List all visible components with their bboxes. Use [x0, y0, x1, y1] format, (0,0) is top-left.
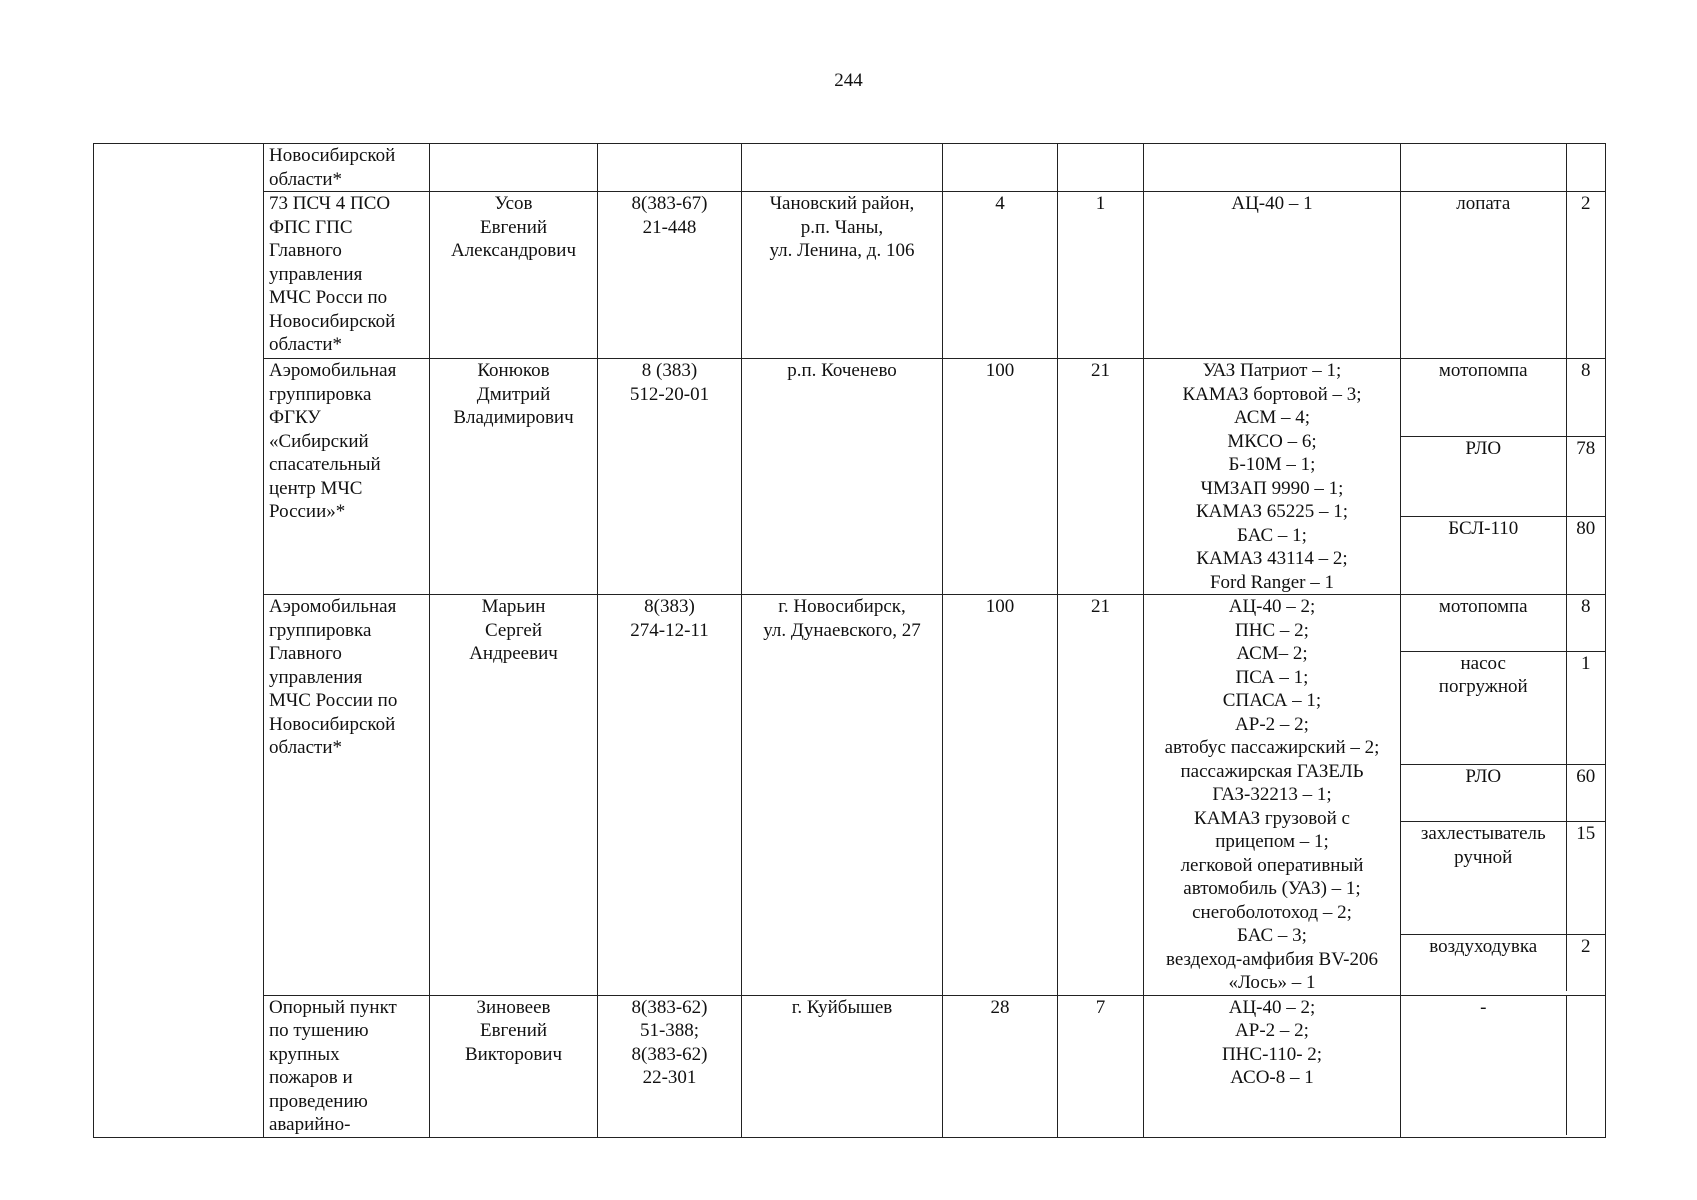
cell-line: ФГКУ	[269, 407, 321, 428]
people-count-cell: 100	[943, 359, 1058, 595]
phone-cell	[598, 595, 742, 996]
cell-line: Владимирович	[453, 407, 574, 428]
equipment-name	[1401, 192, 1566, 358]
vehicles-cell	[1144, 995, 1401, 1137]
address-cell	[742, 995, 943, 1137]
cell-line: ул. Дунаевского, 27	[763, 619, 921, 641]
equipment-item	[1401, 192, 1605, 358]
cell-line: р.п. Чаны,	[800, 216, 884, 238]
cell-line: 8(383)	[644, 596, 695, 617]
cell-line: 21-448	[642, 216, 697, 238]
cell-line: Дмитрий	[476, 383, 551, 405]
org-cell	[264, 595, 430, 996]
cell-line: Аэромобильная	[269, 596, 397, 617]
people-count-cell: 28	[943, 995, 1058, 1137]
cell-line: группировка	[269, 619, 372, 641]
equipment-name-line: БСЛ-110	[1448, 517, 1519, 539]
equipment-quantity: 60	[1566, 764, 1605, 822]
cell-line: г. Куйбышев	[791, 996, 893, 1018]
equipment-item	[1401, 764, 1605, 822]
equipment-name-line: воздуходувка	[1429, 936, 1538, 958]
cell-line: БАС – 3;	[1237, 925, 1307, 946]
head-cell	[430, 595, 598, 996]
cell-line: ул. Ленина, д. 106	[769, 240, 915, 261]
cell-line: области*	[269, 168, 343, 190]
phone-cell	[598, 995, 742, 1137]
cell-line: ПНС-110- 2;	[1221, 1043, 1323, 1065]
equipment-name	[1401, 935, 1566, 991]
equipment-item	[1401, 516, 1605, 594]
cell-line: КАМАЗ бортовой – 3;	[1182, 383, 1362, 405]
equipment-name-line: лопата	[1456, 193, 1511, 214]
table-row	[94, 192, 1606, 359]
equipment-quantity: 15	[1566, 822, 1605, 935]
cell-line: Главного	[269, 643, 342, 664]
equipment-subtable	[1401, 595, 1605, 991]
cell-line: прицепом – 1;	[1215, 831, 1329, 852]
cell-line: Новосибирской	[269, 713, 396, 735]
cell-line: Ford Ranger – 1	[1209, 571, 1334, 593]
equipment-name-line: насос	[1460, 652, 1506, 674]
cell-line: Б-10М – 1;	[1228, 454, 1316, 475]
cell-line: БАС – 1;	[1237, 524, 1307, 546]
cell-line: 8 (383)	[641, 360, 698, 381]
cell-line: АСО-8 – 1	[1230, 1067, 1314, 1088]
cell-line: пожаров и	[269, 1067, 353, 1088]
equipment-name-line: захлестыватель	[1420, 823, 1546, 845]
cell-line: 22-301	[642, 1067, 697, 1088]
cell-line: МЧС России по	[269, 690, 398, 711]
equipment-name-line: погружной	[1438, 676, 1528, 698]
org-cell	[264, 995, 430, 1137]
equipment-subtable	[1401, 192, 1605, 358]
equipment-cell	[1401, 144, 1606, 192]
cell-line: области*	[269, 737, 343, 758]
cell-line: Новосибирской	[269, 145, 396, 166]
equipment-quantity: 2	[1566, 192, 1605, 358]
cell-line: крупных	[269, 1043, 340, 1065]
cell-line: 8(383-62)	[631, 1043, 708, 1065]
cell-line: ГАЗ-32213 – 1;	[1212, 784, 1332, 805]
org-cell	[264, 192, 430, 359]
cell-line: Марьин	[481, 596, 546, 617]
equipment-name	[1401, 651, 1566, 764]
cell-line: управления	[269, 666, 363, 688]
cell-line: Андреевич	[469, 643, 558, 664]
cell-line: Усов	[494, 193, 533, 214]
cell-line: области*	[269, 334, 343, 355]
cell-line: МКСО – 6;	[1227, 430, 1317, 452]
cell-line: Конюков	[477, 360, 550, 381]
address-cell	[742, 192, 943, 359]
units-count-cell	[1058, 144, 1144, 192]
org-cell	[264, 144, 430, 192]
table-row	[94, 359, 1606, 595]
vehicles-cell	[1144, 192, 1401, 359]
head-cell	[430, 359, 598, 595]
equipment-name	[1401, 437, 1566, 516]
cell-line: Зиновеев	[476, 996, 551, 1018]
units-count-cell: 21	[1058, 595, 1144, 996]
equipment-cell	[1401, 595, 1606, 996]
equipment-item	[1401, 935, 1605, 991]
cell-line: АР-2 – 2;	[1235, 713, 1309, 735]
cell-line: 274-12-11	[630, 619, 709, 641]
equipment-quantity: 2	[1566, 935, 1605, 991]
head-cell	[430, 995, 598, 1137]
resources-table	[93, 143, 1606, 1138]
equipment-quantity	[1566, 144, 1605, 191]
table-row	[94, 995, 1606, 1137]
equipment-name-line: ручной	[1454, 846, 1513, 868]
address-cell	[742, 144, 943, 192]
units-count-cell: 21	[1058, 359, 1144, 595]
cell-line: Александрович	[450, 240, 577, 261]
cell-line: автомобиль (УАЗ) – 1;	[1183, 878, 1361, 899]
cell-line: Сергей	[485, 619, 542, 641]
cell-line: снегоболотоход – 2;	[1192, 901, 1352, 923]
cell-line: проведению	[269, 1090, 368, 1112]
address-cell	[742, 595, 943, 996]
equipment-name	[1401, 516, 1566, 594]
equipment-name-line: мотопомпа	[1438, 596, 1528, 617]
cell-line: АР-2 – 2;	[1235, 1020, 1309, 1041]
cell-line: ЧМЗАП 9990 – 1;	[1200, 477, 1344, 499]
cell-line: аварийно-	[269, 1114, 351, 1135]
cell-line: управления	[269, 263, 363, 285]
phone-cell	[598, 359, 742, 595]
cell-line: АЦ-40 – 1	[1231, 193, 1313, 214]
cell-line: 51-388;	[639, 1020, 700, 1041]
equipment-subtable	[1401, 359, 1605, 594]
equipment-quantity: 80	[1566, 516, 1605, 594]
cell-line: легковой оперативный	[1180, 854, 1364, 876]
equipment-item	[1401, 822, 1605, 935]
people-count-cell: 100	[943, 595, 1058, 996]
cell-line: вездеход-амфибия BV-206	[1166, 948, 1378, 970]
org-cell	[264, 359, 430, 595]
table-body	[94, 144, 1606, 1138]
equipment-subtable	[1401, 144, 1605, 191]
cell-line: Аэромобильная	[269, 360, 397, 381]
cell-line: УАЗ Патриот – 1;	[1202, 360, 1342, 381]
cell-line: КАМАЗ грузовой с	[1194, 807, 1350, 829]
equipment-quantity: 8	[1566, 595, 1605, 651]
head-cell	[430, 192, 598, 359]
equipment-cell	[1401, 192, 1606, 359]
equipment-name	[1401, 144, 1566, 191]
cell-line: Главного	[269, 240, 342, 261]
page-number: 244	[834, 70, 863, 91]
equipment-quantity	[1566, 996, 1605, 1135]
cell-line: автобус пассажирский – 2;	[1164, 737, 1380, 758]
vehicles-cell	[1144, 144, 1401, 192]
units-count-cell: 7	[1058, 995, 1144, 1137]
equipment-item	[1401, 359, 1605, 437]
vehicles-cell	[1144, 595, 1401, 996]
cell-line: Новосибирской	[269, 310, 396, 332]
cell-line: Чановский район,	[769, 193, 915, 214]
cell-line: р.п. Коченево	[787, 360, 897, 381]
people-count-cell	[943, 144, 1058, 192]
equipment-name	[1401, 595, 1566, 651]
cell-line: России»*	[269, 501, 346, 522]
table-row	[94, 144, 1606, 192]
equipment-quantity: 1	[1566, 651, 1605, 764]
cell-line: Евгений	[479, 1020, 548, 1041]
cell-line: Евгений	[479, 216, 548, 238]
cell-line: АСМ – 4;	[1233, 407, 1311, 428]
cell-line: ПНС – 2;	[1235, 619, 1309, 641]
equipment-item	[1401, 437, 1605, 516]
vehicles-cell	[1144, 359, 1401, 595]
cell-line: МЧС Росси по	[269, 287, 388, 308]
equipment-name-line: РЛО	[1465, 438, 1502, 460]
equipment-name	[1401, 996, 1566, 1135]
cell-line: пассажирская ГАЗЕЛЬ	[1180, 760, 1364, 782]
equipment-item	[1401, 651, 1605, 764]
equipment-cell	[1401, 995, 1606, 1137]
cell-line: 8(383-67)	[631, 193, 708, 214]
equipment-name-line: -	[1480, 996, 1487, 1018]
cell-line: КАМАЗ 43114 – 2;	[1196, 548, 1348, 569]
equipment-item	[1401, 144, 1605, 191]
equipment-cell	[1401, 359, 1606, 595]
people-count-cell: 4	[943, 192, 1058, 359]
table-row	[94, 595, 1606, 996]
cell-line: ПСА – 1;	[1235, 666, 1309, 688]
cell-line: 8(383-62)	[631, 996, 708, 1018]
cell-line: КАМАЗ 65225 – 1;	[1195, 501, 1349, 522]
phone-cell	[598, 192, 742, 359]
equipment-name	[1401, 822, 1566, 935]
equipment-name	[1401, 359, 1566, 437]
cell-line: группировка	[269, 383, 372, 405]
address-cell	[742, 359, 943, 595]
region-cell	[94, 144, 264, 1138]
equipment-name-line: РЛО	[1465, 765, 1502, 787]
cell-line: АЦ-40 – 2;	[1228, 596, 1316, 617]
cell-line: г. Новосибирск,	[778, 596, 906, 617]
cell-line: ФПС ГПС	[269, 216, 353, 238]
equipment-quantity: 78	[1566, 437, 1605, 516]
equipment-name-line: мотопомпа	[1438, 360, 1528, 381]
cell-line: 73 ПСЧ 4 ПСО	[269, 193, 391, 214]
cell-line: спасательный	[269, 454, 381, 475]
equipment-subtable	[1401, 996, 1605, 1135]
cell-line: АЦ-40 – 2;	[1228, 996, 1316, 1018]
units-count-cell: 1	[1058, 192, 1144, 359]
cell-line: по тушению	[269, 1020, 369, 1041]
phone-cell	[598, 144, 742, 192]
head-cell	[430, 144, 598, 192]
equipment-item	[1401, 595, 1605, 651]
cell-line: Викторович	[464, 1043, 563, 1065]
equipment-item	[1401, 996, 1605, 1135]
cell-line: центр МЧС	[269, 477, 363, 499]
cell-line: СПАСА – 1;	[1222, 690, 1322, 711]
cell-line: 512-20-01	[629, 383, 710, 405]
equipment-name	[1401, 764, 1566, 822]
cell-line: Опорный пункт	[269, 996, 397, 1018]
cell-line: АСМ– 2;	[1236, 643, 1308, 664]
cell-line: «Лось» – 1	[1228, 972, 1316, 993]
equipment-quantity: 8	[1566, 359, 1605, 437]
cell-line: «Сибирский	[269, 430, 369, 452]
